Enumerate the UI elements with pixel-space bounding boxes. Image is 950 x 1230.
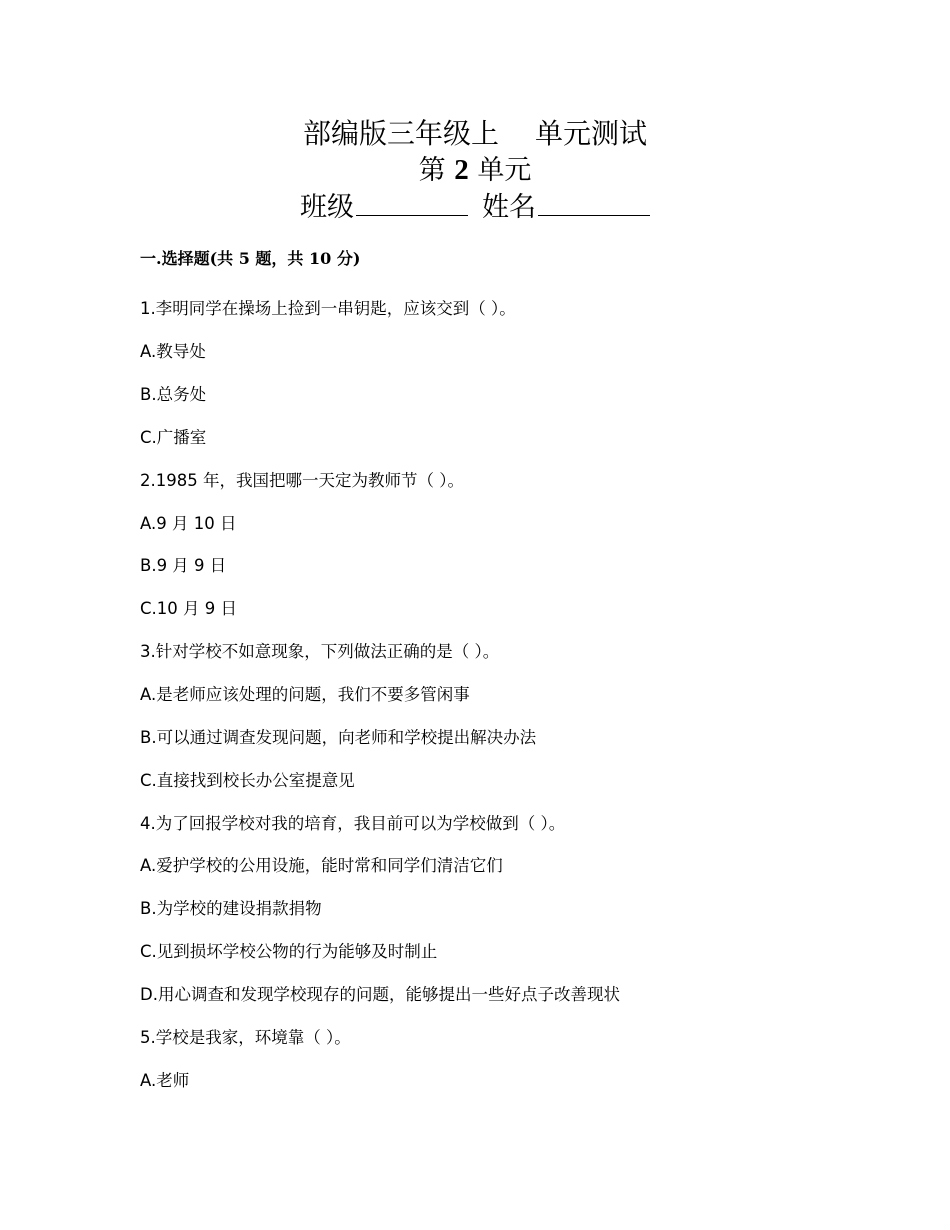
question-4-stem: 4.为了回报学校对我的培育，我目前可以为学校做到（ ）。 xyxy=(140,814,566,833)
question-1-option-c: C.广播室 xyxy=(140,428,207,447)
question-1-option-b: B.总务处 xyxy=(140,385,207,404)
student-info-line xyxy=(0,185,950,224)
question-4-option-b: B.为学校的建设捐款捐物 xyxy=(140,899,322,918)
question-3-option-a: A.是老师应该处理的问题，我们不要多管闲事 xyxy=(140,685,470,704)
title-part2: 单元测试 xyxy=(535,117,648,150)
title-part1: 部编版三年级上 xyxy=(302,117,499,150)
question-3-stem: 3.针对学校不如意现象，下列做法正确的是（ ）。 xyxy=(140,642,500,661)
class-label: 班级 xyxy=(300,192,354,223)
question-1-option-a: A.教导处 xyxy=(140,342,206,361)
question-3-option-c: C.直接找到校长办公室提意见 xyxy=(140,771,355,790)
name-label: 姓名 xyxy=(482,192,536,223)
question-1-stem: 1.李明同学在操场上捡到一串钥匙，应该交到（ ）。 xyxy=(140,299,516,318)
section-heading: 一.选择题(共 5 题，共 10 分) xyxy=(140,249,361,268)
unit-number: 2 xyxy=(454,154,469,186)
exam-title xyxy=(0,112,950,152)
question-2-option-b: B.9 月 9 日 xyxy=(140,556,227,575)
question-4-option-a: A.爱护学校的公用设施，能时常和同学们清洁它们 xyxy=(140,856,503,875)
question-2-option-a: A.9 月 10 日 xyxy=(140,514,237,533)
unit-suffix: 单元 xyxy=(477,155,532,186)
question-2-stem: 2.1985 年，我国把哪一天定为教师节（ ）。 xyxy=(140,471,464,490)
name-blank xyxy=(538,191,650,216)
unit-prefix: 第 xyxy=(418,155,446,186)
question-2-option-c: C.10 月 9 日 xyxy=(140,599,237,618)
question-3-option-b: B.可以通过调查发现问题，向老师和学校提出解决办法 xyxy=(140,728,537,747)
question-5-stem: 5.学校是我家，环境靠（ ）。 xyxy=(140,1028,351,1047)
question-4-option-d: D.用心调查和发现学校现存的问题，能够提出一些好点子改善现状 xyxy=(140,985,620,1004)
question-4-option-c: C.见到损坏学校公物的行为能够及时制止 xyxy=(140,942,438,961)
question-5-option-a: A.老师 xyxy=(140,1071,190,1090)
class-blank xyxy=(356,191,468,216)
unit-title xyxy=(0,148,950,187)
